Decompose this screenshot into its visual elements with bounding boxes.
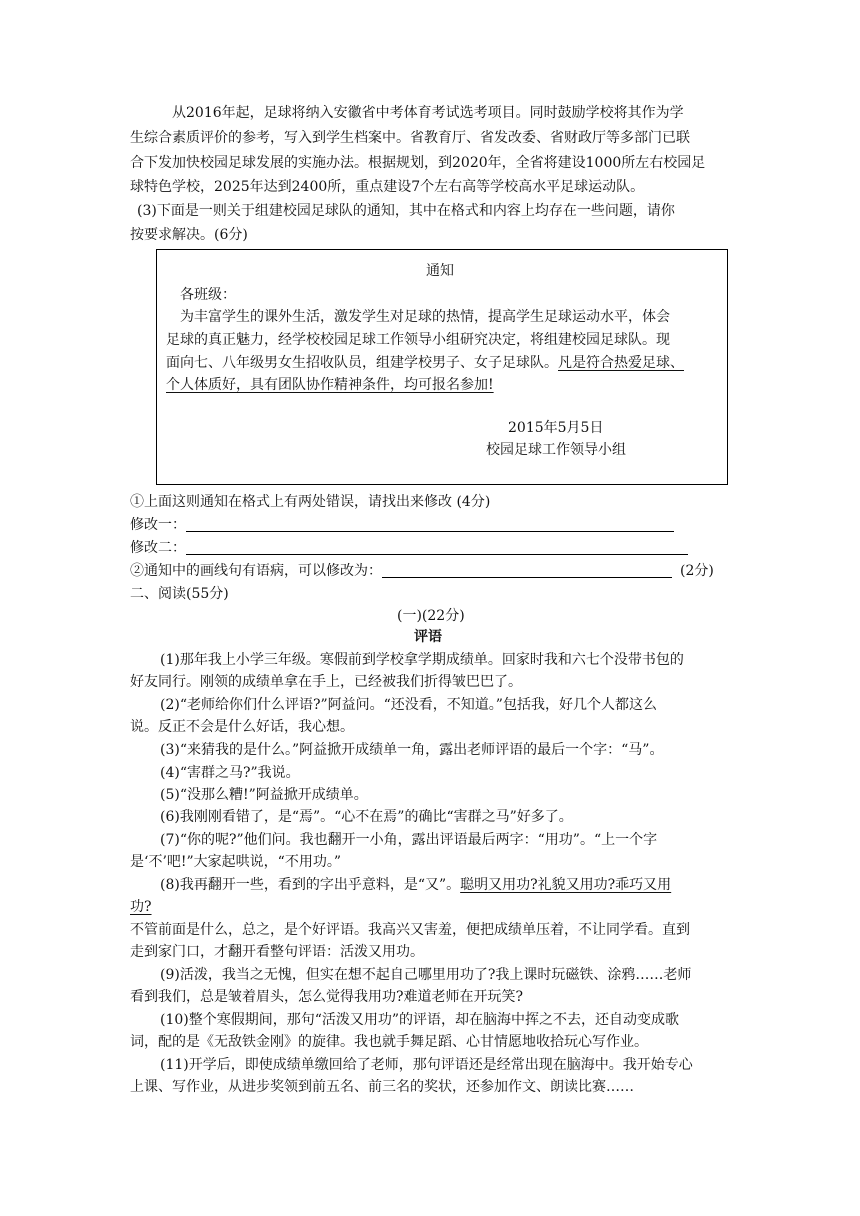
task-1: ①上面这则通知在格式上有两处错误，请找出来修改 (4分) (130, 494, 491, 510)
article-line: (2)“老师给你们什么评语?”阿益问。“还没看，不知道。”包括我，好几个人都这么 (160, 697, 657, 713)
task-2-points: (2分) (680, 563, 714, 579)
article-line: (1)那年我上小学三年级。寒假前到学校拿学期成绩单。回家时我和六七个没带书包的 (160, 652, 684, 668)
section-2-heading: 二、阅读(55分) (130, 586, 229, 602)
notice-body-text: 面向七、八年级男女生招收队员，组建学校男子、女子足球队。 (166, 355, 558, 371)
intro-line: 从2016年起，足球将纳入安徽省中考体育考试选考项目。同时鼓励学校将其作为学 (172, 105, 684, 121)
article-line: 不管前面是什么，总之，是个好评语。我高兴又害羞，便把成绩单压着，不让同学看。直到 (130, 922, 690, 938)
fix-2-answer-line[interactable] (186, 542, 688, 555)
article-line: (4)“害群之马?”我说。 (160, 765, 300, 781)
article-line: 词，配的是《无敌铁金刚》的旋律。我也就手舞足蹈、心甘情愿地收拾玩心写作业。 (130, 1034, 648, 1050)
notice-body-line: 足球的真正魅力，经学校校园足球工作领导小组研究决定，将组建校园足球队。现 (166, 332, 670, 348)
underlined-sentence: 功? (130, 899, 152, 915)
notice-salutation: 各班级： (180, 287, 236, 303)
article-line: (3)“来猜我的是什么。”阿益掀开成绩单一角，露出老师评语的最后一个字：“马”。 (160, 742, 664, 758)
notice-body-line (166, 353, 684, 373)
fix-1-answer-line[interactable] (186, 519, 674, 532)
intro-line: 合下发加快校园足球发展的实施办法。根据规划，到2020年，全省将建设1000所左右校园足 (130, 155, 706, 171)
notice-body-line: 为丰富学生的课外生活，激发学生对足球的热情，提高学生足球运动水平，体会 (180, 309, 670, 325)
task-2: ②通知中的画线句有语病，可以修改为： (130, 563, 382, 579)
fix-1-row (130, 515, 674, 535)
fix-2-row (130, 538, 688, 558)
fix-2-label: 修改二： (130, 540, 186, 556)
intro-line: 生综合素质评价的参考，写入到学生档案中。省教育厅、省发改委、省财政厅等多部门已联 (130, 130, 690, 146)
underlined-sentence: 凡是符合热爱足球、 (558, 355, 684, 371)
notice-signature: 校园足球工作领导小组 (486, 442, 626, 458)
article-line: (7)“你的呢?”他们问。我也翻开一小角，露出评语最后两字：“用功”。“上一个字 (160, 832, 658, 848)
article-line: 好友同行。刚领的成绩单拿在手上，已经被我们折得皱巴巴了。 (130, 674, 522, 690)
fix-1-label: 修改一： (130, 517, 186, 533)
notice-date: 2015年5月5日 (508, 420, 604, 436)
article-line: (5)“没那么糟!”阿益掀开成绩单。 (160, 787, 368, 803)
article-line: 说。反正不会是什么好话，我心想。 (130, 719, 354, 735)
article-line: 看到我们，总是皱着眉头，怎么觉得我用功?难道老师在开玩笑? (130, 989, 524, 1005)
article-line: (6)我刚刚看错了，是“焉”。“心不在焉”的确比“害群之马”好多了。 (160, 809, 573, 825)
part-1-heading: (一)(22分) (397, 608, 465, 624)
underlined-sentence: 个人体质好，具有团队协作精神条件，均可报名参加! (166, 377, 494, 393)
article-line: (10)整个寒假期间，那句“活泼又用功”的评语，却在脑海中挥之不去，还自动变成歌 (160, 1012, 680, 1028)
article-line: 上课、写作业，从进步奖领到前五名、前三名的奖状，还参加作文、朗读比赛…… (130, 1079, 634, 1095)
article-line: (9)活泼，我当之无愧，但实在想不起自己哪里用功了?我上课时玩磁铁、涂鸦……老师 (160, 967, 692, 983)
article-line (160, 875, 671, 895)
question-3-line: 按要求解决。(6分) (130, 227, 248, 243)
article-line: 走到家门口，才翻开看整句评语：活泼又用功。 (130, 944, 424, 960)
intro-line: 球特色学校，2025年达到2400所，重点建设7个左右高等学校高水平足球运动队。 (130, 179, 645, 195)
task-2-row (130, 561, 714, 581)
notice-title: 通知 (426, 263, 454, 279)
article-title: 评语 (414, 629, 442, 645)
article-line: (11)开学后，即使成绩单缴回给了老师，那句评语还是经常出现在脑海中。我开始专心 (160, 1057, 693, 1073)
question-3-line: (3)下面是一则关于组建校园足球队的通知，其中在格式和内容上均存在一些问题，请你 (137, 203, 675, 219)
underlined-sentence: 聪明又用功?礼貌又用功?乖巧又用 (460, 877, 672, 893)
task-2-answer-line[interactable] (382, 565, 672, 578)
article-line: 是‘不’吧!”大家起哄说，“不用功。” (130, 854, 341, 870)
article-text: (8)我再翻开一些，看到的字出乎意料，是“又”。 (160, 877, 461, 893)
